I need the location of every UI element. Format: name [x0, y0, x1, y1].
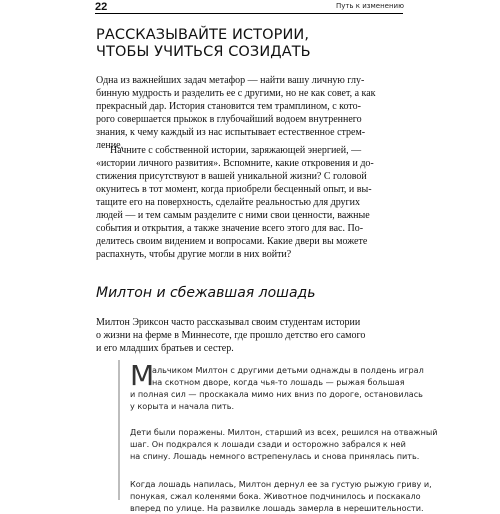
paragraph-personal-story	[96, 144, 402, 261]
text-line: знания, к чему каждый из нас испытывает естественное стрем-	[96, 127, 366, 138]
text-line: тащите его на поверхность, сделайте реальностью для других	[96, 197, 361, 208]
text-line: рого совершается прыжок в глубочайший водоем внутреннего	[96, 114, 362, 125]
text-line: и полная сил — проскакала мимо них вниз по дороге, остановилась	[130, 389, 423, 399]
text-line: окунитесь в тот момент, когда приобрели бесценный опыт, и вы-	[96, 184, 372, 195]
text-line: распахнуть, чтобы другие могли в них войти?	[96, 249, 292, 260]
story-paragraph	[130, 426, 438, 462]
running-head: Путь к изменению	[335, 2, 404, 10]
subheading: Милтон и сбежавшая лошадь	[96, 285, 316, 301]
text-line: людей — и тем самым разделите с ними свои ценности, важные	[96, 210, 370, 221]
page-number: 22	[95, 1, 108, 13]
text-line: Милтон Эриксон часто рассказывал своим студентам истории	[96, 317, 361, 328]
text-line: Когда лошадь напилась, Милтон дернул ее за густую рыжую гриву и,	[130, 479, 432, 489]
story-paragraph	[130, 478, 432, 514]
paragraph-erickson	[96, 316, 402, 355]
section-title-line: РАССКАЗЫВАЙТЕ ИСТОРИИ,	[96, 27, 310, 43]
header-rule	[95, 13, 403, 14]
section-title	[96, 27, 402, 61]
story-paragraph	[130, 359, 424, 412]
text-line: прекрасный дар. История становится тем трамплином, с кото-	[96, 101, 361, 112]
text-line: события и открытия, а также значение всего этого для вас. По-	[96, 223, 364, 234]
text-line: ление.	[96, 140, 124, 151]
text-line: понукая, сжал коленями бока. Животное подчинилось и поскакало	[130, 491, 421, 501]
text-line: Одна из важнейших задач метафор — найти вашу личную глу-	[96, 75, 365, 86]
text-line: о жизни на ферме в Миннесоте, где прошло детство его самого	[96, 330, 366, 341]
story-block	[118, 359, 438, 513]
text-line: на скотном дворе, когда чья-то лошадь — рыжая большая	[152, 377, 405, 387]
drop-cap: М	[130, 359, 155, 392]
text-line: Дети были поражены. Милтон, старший из всех, решился на отважный	[130, 427, 438, 437]
paragraph-intro	[96, 74, 402, 152]
text-line: стижения присутствуют в вашей уникальной жизни? С головой	[96, 171, 367, 182]
text-line: у корыта и начала пить.	[130, 401, 235, 411]
section-title-line: ЧТОБЫ УЧИТЬСЯ СОЗИДАТЬ	[96, 44, 311, 60]
page-header	[0, 0, 500, 14]
text-line: на спину. Лошадь немного встрепенулась и снова принялась пить.	[130, 451, 420, 461]
text-line: вперед по улице. На развилке лошадь замерла в нерешительности.	[130, 503, 424, 513]
text-line: шаг. Он подкрался к лошади сзади и осторожно забрался к ней	[130, 439, 406, 449]
text-line: альчиком Милтон с другими детьми однажды в полдень играл	[152, 365, 424, 375]
text-line: и его младших братьев и сестер.	[96, 343, 234, 354]
text-line: бинную мудрость и разделить ее с другими, но не как совет, а как	[96, 88, 376, 99]
text-line: Начните с собственной истории, заряжающей энергией, —	[110, 145, 362, 156]
text-line: делитесь своим видением и вопросами. Какие двери вы можете	[96, 236, 368, 247]
text-line: «истории личного развития». Вспомните, какие откровения и до-	[96, 158, 374, 169]
